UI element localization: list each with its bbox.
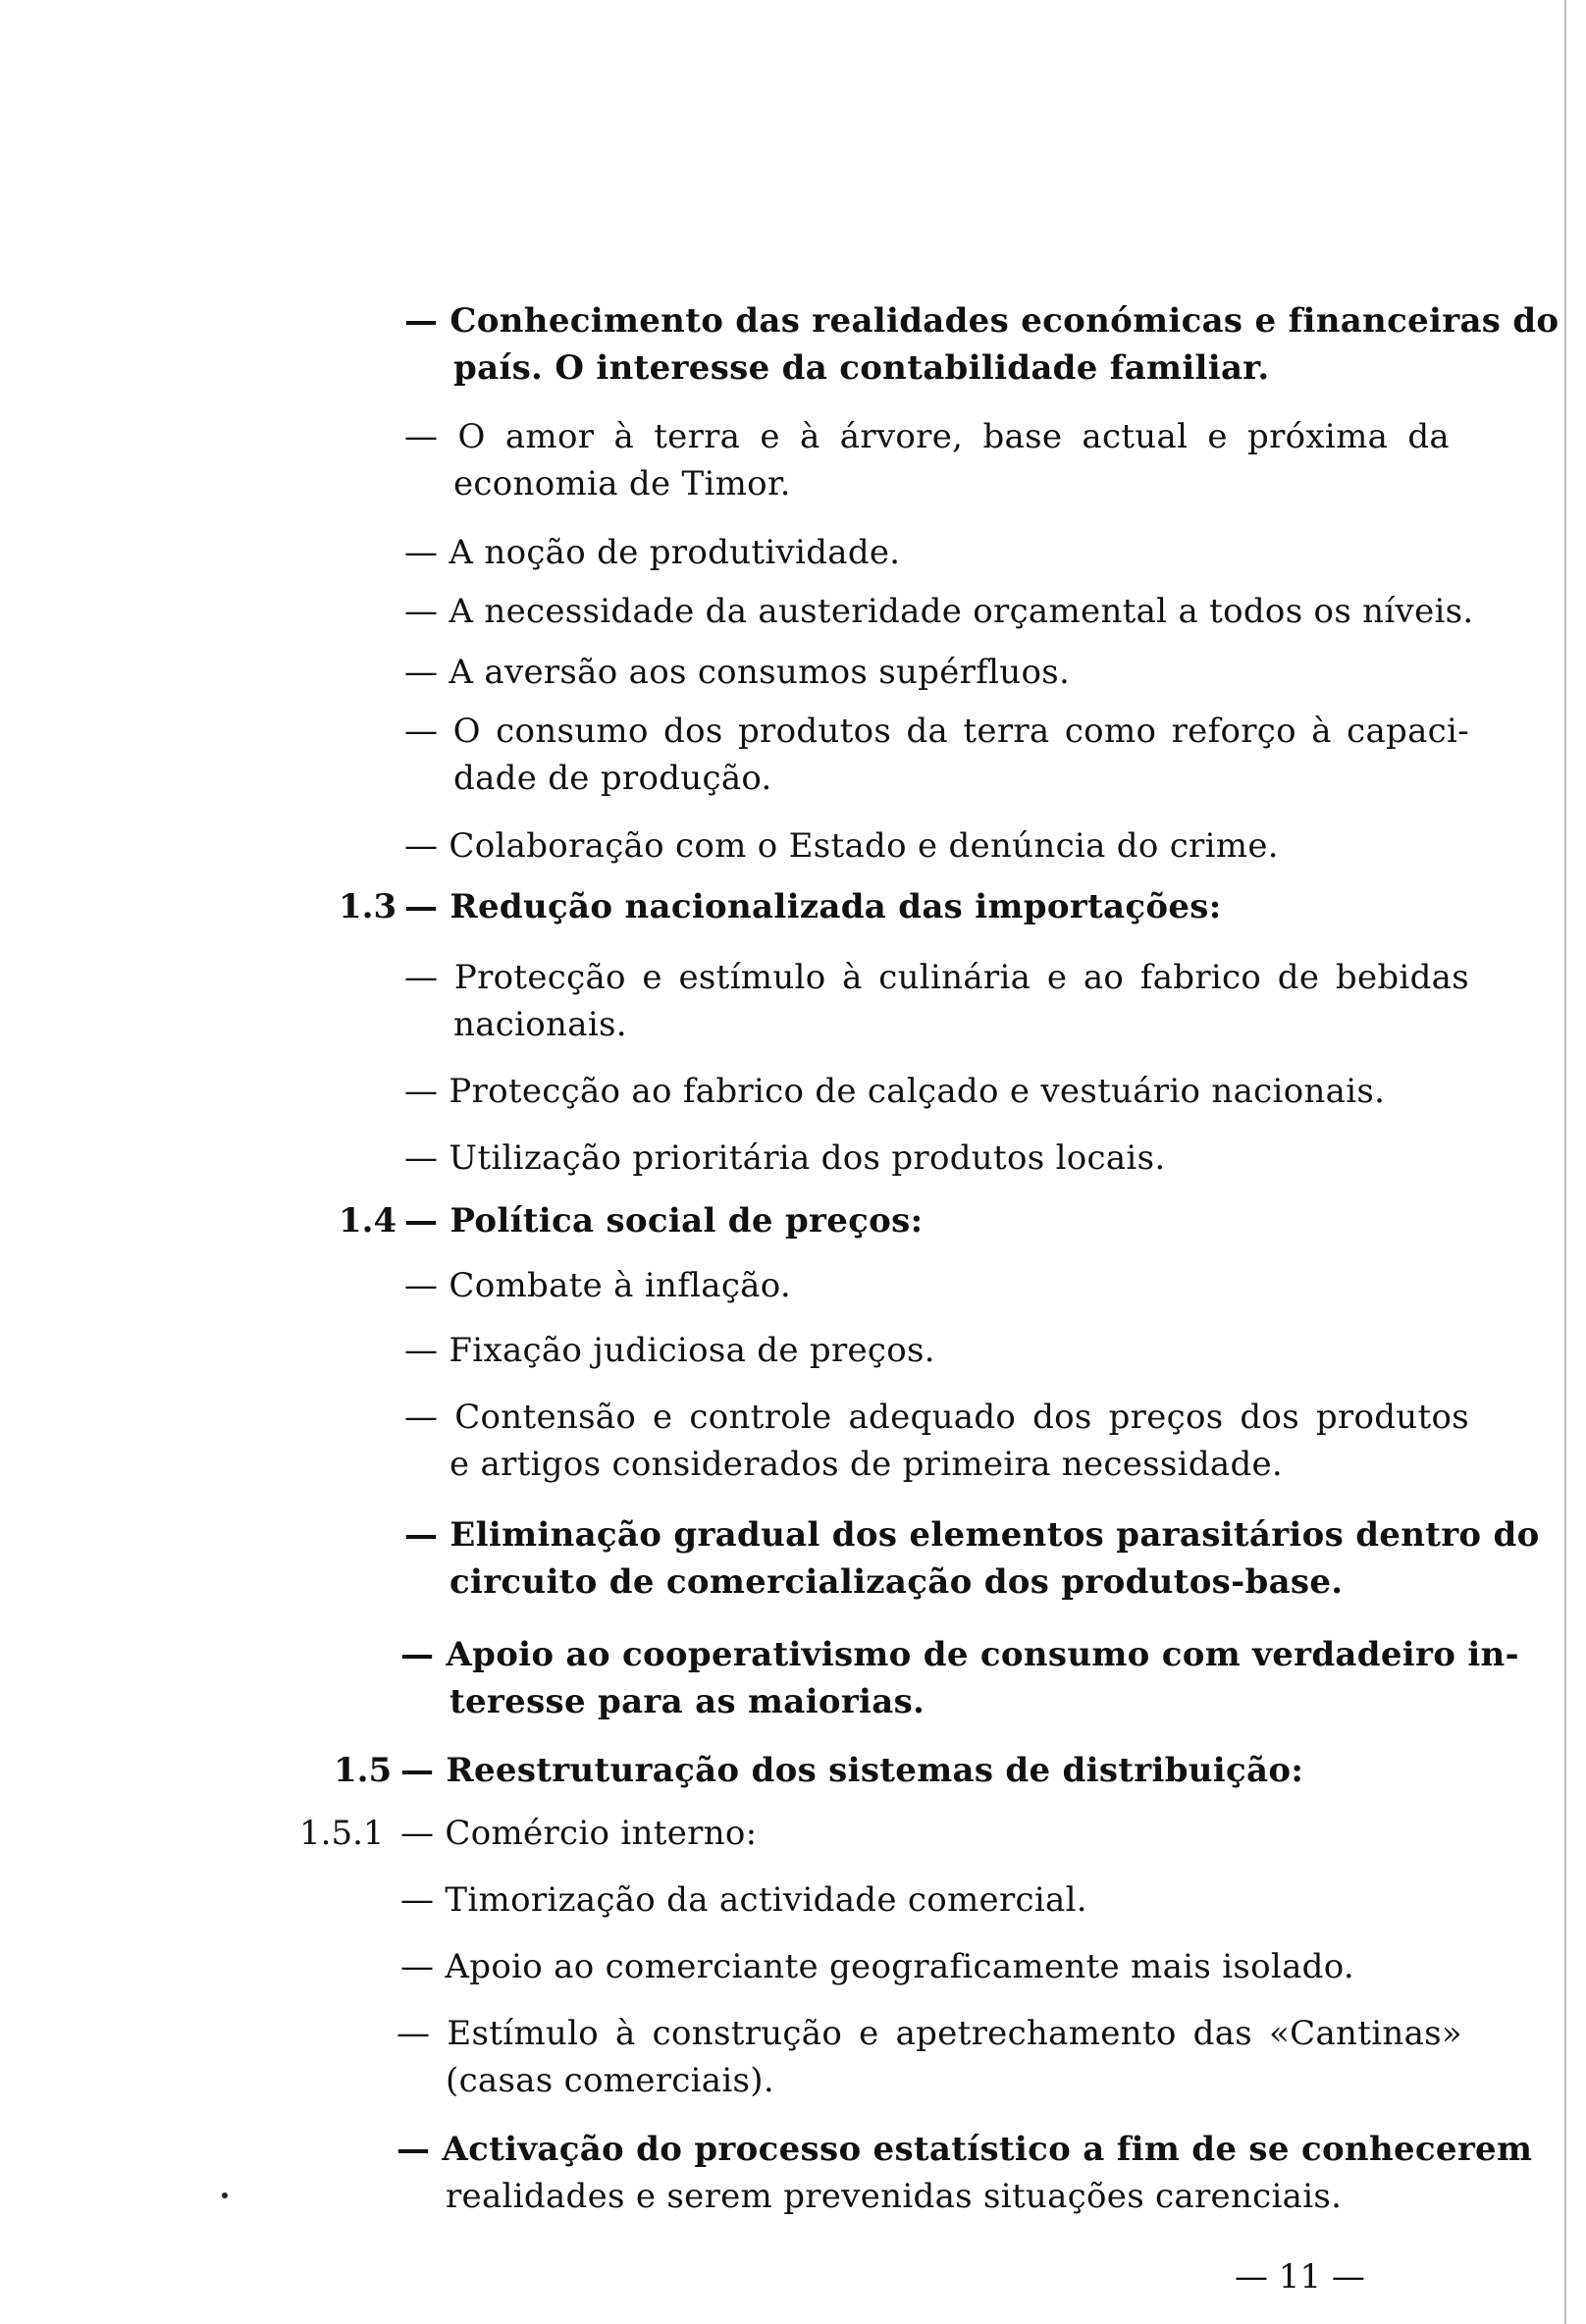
text-line: — O consumo dos produtos da terra como reforço à capaci-	[404, 712, 1469, 751]
text-line: (casas comerciais).	[446, 2061, 774, 2100]
text-line: dade de produção.	[453, 759, 772, 798]
text-line: — A aversão aos consumos supérfluos.	[404, 653, 1071, 692]
text-line: — Conhecimento das realidades económicas e financeiras do	[404, 301, 1560, 341]
text-line: — Timorização da actividade comercial.	[400, 1880, 1087, 1920]
text-line: — Apoio ao comerciante geograficamente mais isolado.	[400, 1947, 1354, 1986]
page-number: — 11 —	[1235, 2257, 1365, 2297]
page-edge	[1564, 0, 1566, 2324]
text-line: — O amor à terra e à árvore, base actual e próxima da	[404, 417, 1450, 456]
text-line: e artigos considerados de primeira necessidade.	[449, 1445, 1284, 1484]
speck-mark	[222, 2192, 228, 2198]
text-line: — Apoio ao cooperativismo de consumo com verdadeiro in-	[400, 1635, 1519, 1674]
text-line: realidades e serem prevenidas situações carenciais.	[446, 2177, 1343, 2216]
section-heading: — Reestruturação dos sistemas de distribuição:	[400, 1751, 1304, 1790]
text-line: — Contensão e controle adequado dos preços dos produtos	[404, 1398, 1469, 1437]
text-line: — Protecção e estímulo à culinária e ao fabrico de bebidas	[404, 958, 1469, 997]
text-line: — Fixação judiciosa de preços.	[404, 1331, 935, 1370]
section-heading: — Comércio interno:	[400, 1814, 758, 1853]
text-line: nacionais.	[453, 1005, 627, 1044]
text-line: — Activação do processo estatístico a fim de se conhecerem	[396, 2130, 1533, 2169]
section-number: 1.3	[339, 887, 397, 926]
text-line: — Protecção ao fabrico de calçado e vestuário nacionais.	[404, 1072, 1386, 1111]
text-line: — Estímulo à construção e apetrechamento das «Cantinas»	[396, 2014, 1462, 2053]
text-line: — A necessidade da austeridade orçamental a todos os níveis.	[404, 592, 1474, 631]
text-line: país. O interesse da contabilidade familiar.	[453, 348, 1270, 388]
text-line: — Colaboração com o Estado e denúncia do crime.	[404, 826, 1279, 866]
text-line: — Combate à inflação.	[404, 1266, 792, 1305]
text-line: — A noção de produtividade.	[404, 533, 901, 572]
section-number: 1.5	[334, 1751, 393, 1790]
text-line: teresse para as maiorias.	[449, 1682, 925, 1721]
section-heading: — Redução nacionalizada das importações:	[404, 887, 1222, 926]
section-heading: — Política social de preços:	[404, 1201, 924, 1241]
text-line: circuito de comercialização dos produtos-base.	[449, 1562, 1344, 1602]
text-line: — Utilização prioritária dos produtos locais.	[404, 1138, 1166, 1178]
text-line: economia de Timor.	[453, 464, 791, 503]
text-line: — Eliminação gradual dos elementos parasitários dentro do	[404, 1515, 1540, 1555]
section-number: 1.5.1	[299, 1814, 385, 1853]
section-number: 1.4	[339, 1201, 397, 1241]
